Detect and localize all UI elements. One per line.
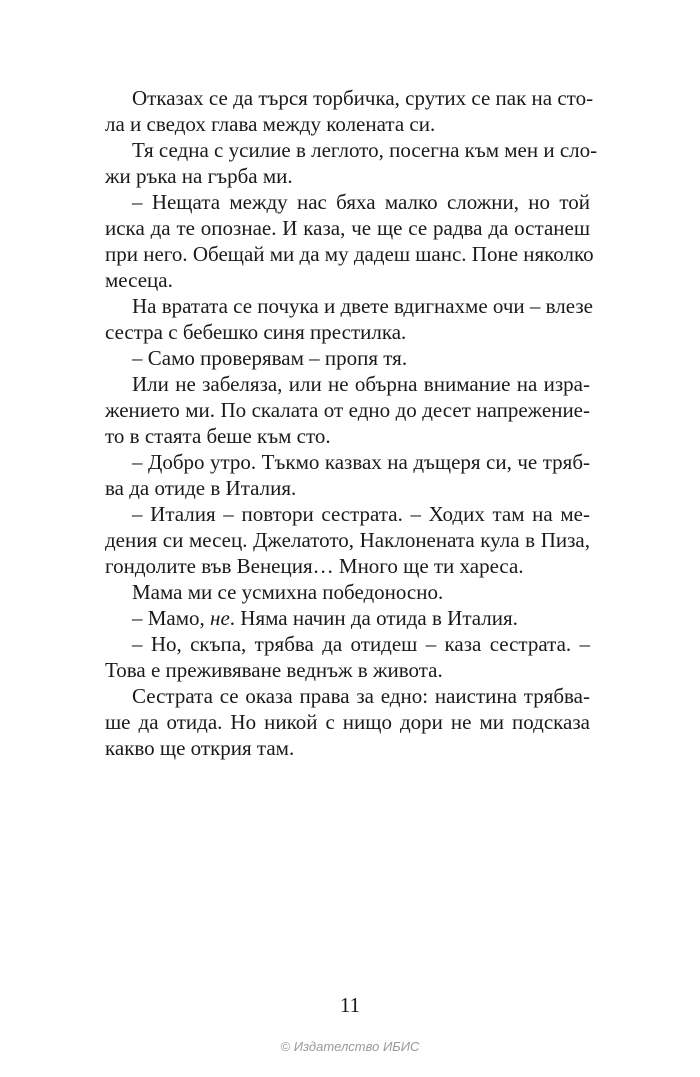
text-line-19: гондолите във Венеция… Много ще ти хареса.	[105, 554, 524, 578]
text-line-11: – Само проверявам – пропя тя.	[132, 346, 408, 370]
text-line-1: Отказах се да търся торбичка, срутих се пак на сто-	[132, 86, 594, 110]
text-line-21	[105, 605, 590, 631]
text-line-9: На вратата се почука и двете вдигнахме очи – влезе	[132, 294, 593, 318]
body-text	[105, 85, 598, 761]
text-line-13: жението ми. По скалата от едно до десет напрежение-	[105, 398, 590, 422]
text-line-16: ва да отиде в Италия.	[105, 476, 297, 500]
text-line-4: жи ръка на гърба ми.	[105, 164, 293, 188]
text-line-15: – Добро утро. Тъкмо казвах на дъщеря си, че тряб-	[132, 450, 590, 474]
text-line-6: иска да те опознае. И каза, че ще се радва да останеш	[105, 216, 590, 240]
line-21-prefix: – Мамо,	[132, 606, 211, 630]
text-line-23: Това е преживяване веднъж в живота.	[105, 658, 443, 682]
text-line-14: то в стаята беше към сто.	[105, 424, 331, 448]
text-line-24: Сестрата се оказа права за едно: наистина трябва-	[132, 684, 590, 708]
text-line-26: какво ще открия там.	[105, 736, 295, 760]
line-21-italic-word: не	[210, 606, 230, 630]
text-line-17: – Италия – повтори сестрата. – Ходих там на ме-	[132, 502, 590, 526]
publisher-watermark: © Издателство ИБИС	[280, 1039, 420, 1054]
text-line-20: Мама ми се усмихна победоносно.	[132, 580, 444, 604]
text-line-3: Тя седна с усилие в леглото, посегна към мен и сло-	[132, 138, 598, 162]
text-line-18: дения си месец. Джелатото, Наклонената кула в Пиза,	[105, 528, 590, 552]
text-line-25: ше да отида. Но никой с нищо дори не ми подсказа	[105, 710, 590, 734]
text-line-2: ла и сведох глава между колената си.	[105, 112, 436, 136]
text-line-12: Или не забеляза, или не обърна внимание на изра-	[132, 372, 590, 396]
line-21-suffix: . Няма начин да отида в Италия.	[229, 606, 518, 630]
text-line-7: при него. Обещай ми да му дадеш шанс. Поне няколко	[105, 242, 594, 266]
text-line-5: – Нещата между нас бяха малко сложни, но той	[132, 190, 590, 214]
text-line-22: – Но, скъпа, трябва да отидеш – каза сестрата. –	[132, 632, 590, 656]
text-line-10: сестра с бебешко синя престилка.	[105, 320, 407, 344]
page-number: 11	[339, 993, 361, 1017]
text-line-8: месеца.	[105, 268, 173, 292]
